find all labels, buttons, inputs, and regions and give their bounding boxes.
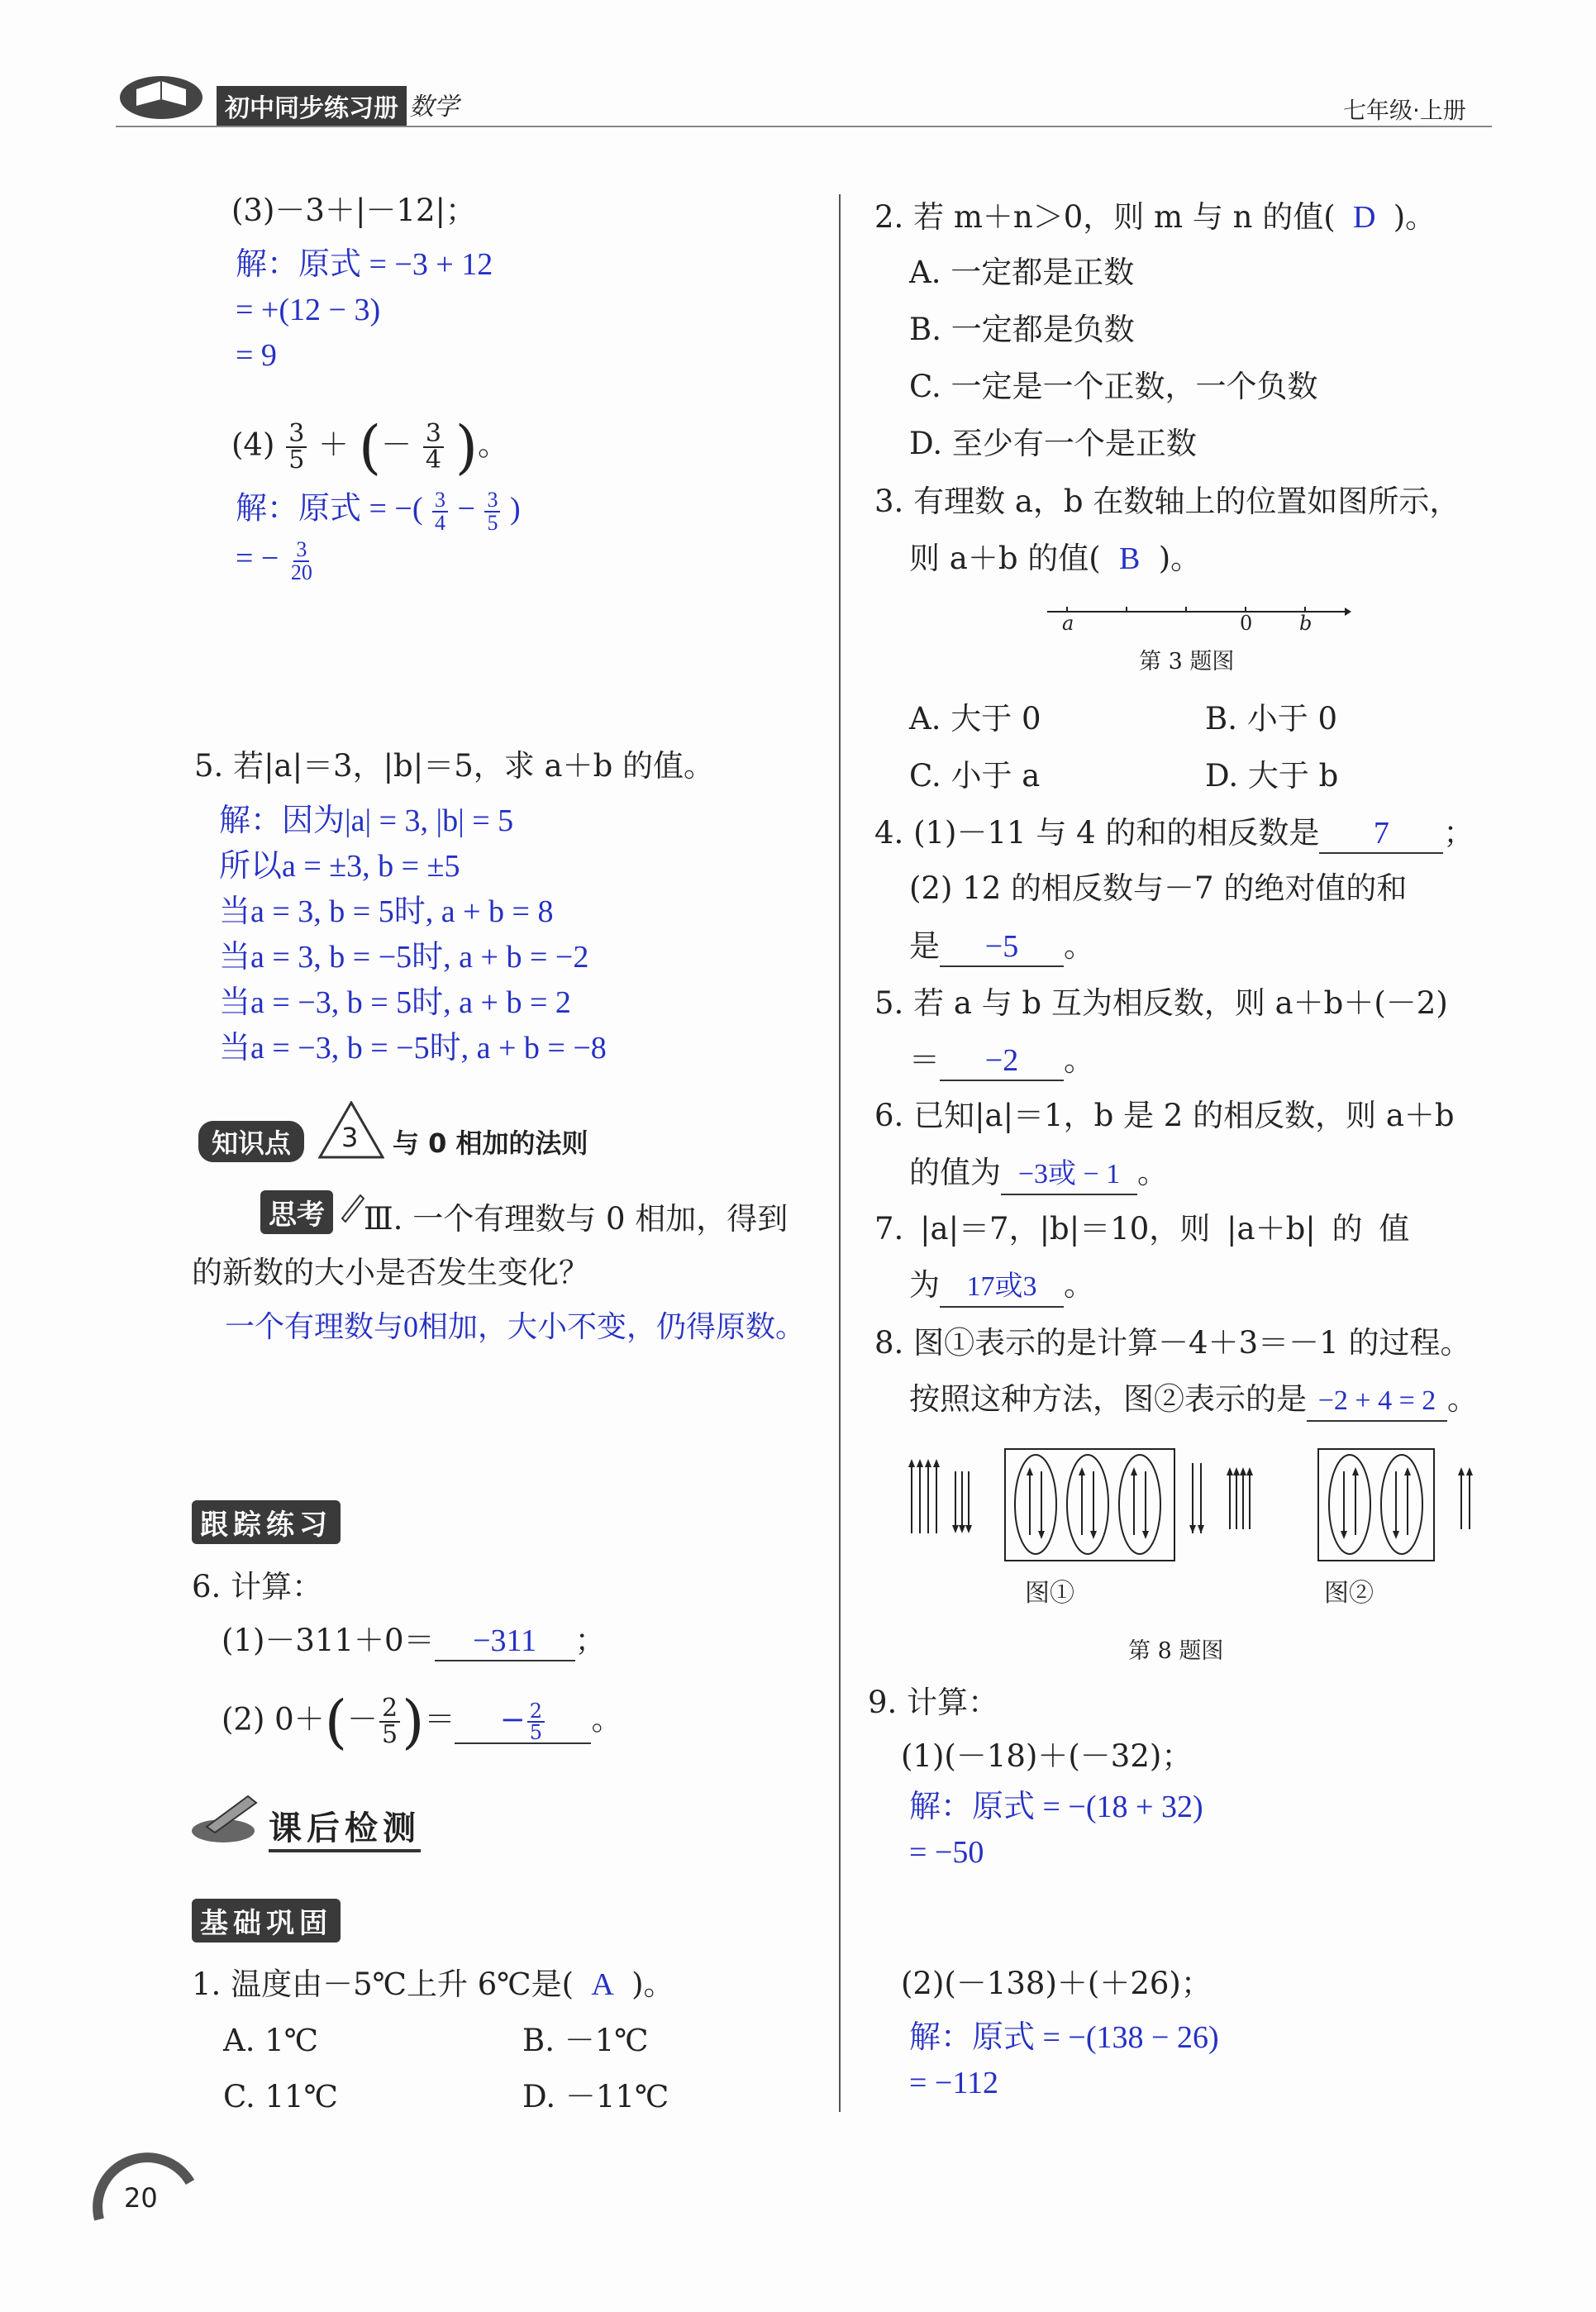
r-q9-part2-problem: (2)(－138)＋(＋26)； xyxy=(901,1966,1212,2001)
after-class-header: 课后检测 xyxy=(269,1802,421,1852)
q4-3-solution-line2: = +(12 − 3) xyxy=(236,293,381,327)
r-q4-part1: 4. (1)－11 与 4 的和的相反数是 7 ； xyxy=(874,814,1474,854)
q6-part1: (1)－311＋0＝ −311 ； xyxy=(222,1622,606,1661)
q6-title: 6. 计算： xyxy=(192,1569,323,1604)
r-q2-option-c: C. 一定是一个正数，一个负数 xyxy=(909,369,1318,404)
r-q4-part2-line2: 是 −5 。 xyxy=(909,927,1094,967)
header-grade: 七年级·上册 xyxy=(1343,97,1466,124)
q5-solution-line4: 当a = 3, b = −5时, a + b = −2 xyxy=(219,940,589,975)
knowledge-point-title: 与 0 相加的法则 xyxy=(393,1127,588,1159)
column-divider xyxy=(839,194,841,2112)
page-number: 20 xyxy=(124,2182,158,2214)
r-q2-option-a: A. 一定都是正数 xyxy=(909,255,1135,290)
r-q3-stem-line2: 则 a＋b 的值( B )。 xyxy=(909,541,1202,576)
r-q3-axis-label-zero: 0 xyxy=(1240,612,1253,635)
think-question-line2: 的新数的大小是否发生变化？ xyxy=(192,1255,589,1290)
basic-section-header: 基础巩固 xyxy=(192,1899,341,1943)
r-q9-part1-line2: = −50 xyxy=(909,1835,984,1870)
think-question-line1: Ⅲ. 一个有理数与 0 相加，得到 xyxy=(364,1201,788,1237)
r-q8-line2: 按照这种方法，图②表示的是 −2 + 4 = 2 。 xyxy=(909,1381,1478,1422)
r-q4-part2-line1: (2) 12 的相反数与－7 的绝对值的和 xyxy=(909,870,1408,906)
r-q8-caption: 第 8 题图 xyxy=(1128,1638,1224,1664)
r-q5-line1: 5. 若 a 与 b 互为相反数，则 a＋b＋(－2) xyxy=(874,985,1448,1021)
q5-solution-line5: 当a = −3, b = 5时, a + b = 2 xyxy=(219,985,571,1020)
header-divider xyxy=(116,126,1492,127)
r-q9-part2-line2: = −112 xyxy=(909,2066,998,2100)
q1-option-c: C. 11℃ xyxy=(223,2079,338,2114)
r-q9-part2-line1: 解：原式 = −(138 − 26) xyxy=(909,2020,1219,2055)
think-tag: 思考 xyxy=(260,1190,333,1234)
q5-solution-line2: 所以a = ±3, b = ±5 xyxy=(219,849,460,884)
r-q7-line2: 为 17或3 。 xyxy=(909,1267,1094,1308)
q4-4-solution: 解：原式 = −( $\frac{3}{4}$ − $\frac{3}{5}$ ) xyxy=(236,488,521,535)
header-logo xyxy=(116,64,207,122)
r-q3-option-a: A. 大于 0 xyxy=(909,701,1041,737)
r-q2-option-b: B. 一定都是负数 xyxy=(909,312,1135,347)
knowledge-point-number: 3 xyxy=(341,1122,359,1153)
q1-option-b: B. －1℃ xyxy=(522,2023,649,2058)
r-q3-axis-label-a: a xyxy=(1062,612,1074,635)
think-answer: 一个有理数与0相加，大小不变，仍得原数。 xyxy=(225,1310,806,1343)
after-class-pencil-icon xyxy=(190,1790,264,1847)
r-q3-stem-line1: 3. 有理数 a，b 在数轴上的位置如图所示， xyxy=(874,484,1460,519)
r-q3-option-b: B. 小于 0 xyxy=(1205,701,1338,737)
q5-solution-line3: 当a = 3, b = 5时, a + b = 8 xyxy=(219,894,554,929)
header-book-title: 初中同步练习册 xyxy=(217,86,407,126)
r-q3-option-c: C. 小于 a xyxy=(909,758,1041,794)
r-q5-line2: ＝ −2 。 xyxy=(909,1042,1094,1081)
r-q8-line1: 8. 图①表示的是计算－4＋3＝－1 的过程。 xyxy=(874,1325,1471,1361)
r-q8-figure-1 xyxy=(908,1442,1180,1566)
r-q6-line1: 6. 已知|a|＝1，b 是 2 的相反数，则 a＋b xyxy=(874,1098,1455,1133)
q5-solution-line6: 当a = −3, b = −5时, a + b = −8 xyxy=(219,1031,607,1065)
q5-solution-line1: 解：因为|a| = 3, |b| = 5 xyxy=(219,803,514,838)
header-subject: 数学 xyxy=(409,93,459,122)
q1-option-d: D. －11℃ xyxy=(522,2079,669,2114)
think-pencil-icon xyxy=(337,1190,365,1223)
r-q2-stem: 2. 若 m＋n＞0，则 m 与 n 的值( D )。 xyxy=(874,199,1436,235)
r-q8-figure-2 xyxy=(1189,1442,1486,1566)
q5-problem: 5. 若|a|＝3，|b|＝5，求 a＋b 的值。 xyxy=(194,748,715,784)
q6-part2: (2) 0＋(－ $\frac{2}{5}$ )＝ − $\frac{2}{5}$ 。 xyxy=(222,1688,622,1756)
q4-3-solution-line3: = 9 xyxy=(236,338,277,373)
r-q3-axis-label-b: b xyxy=(1299,612,1313,635)
q1-option-a: A. 1℃ xyxy=(223,2023,319,2058)
r-q9-part1-problem: (1)(－18)＋(－32)； xyxy=(901,1738,1193,1774)
r-q7-line1: 7. |a|＝7，|b|＝10，则 |a＋b| 的 值 xyxy=(874,1211,1410,1247)
knowledge-point-tag: 知识点 xyxy=(198,1121,304,1162)
r-q6-line2: 的值为 −3或 − 1 。 xyxy=(909,1155,1168,1195)
r-q9-part1-line1: 解：原式 = −(18 + 32) xyxy=(909,1790,1203,1824)
r-q3-option-d: D. 大于 b xyxy=(1205,758,1339,794)
q4-3-solution-line1: 解：原式 = −3 + 12 xyxy=(236,247,493,282)
r-q8-figure-2-label: 图② xyxy=(1324,1579,1374,1608)
practice-section-header: 跟踪练习 xyxy=(192,1500,341,1544)
q4-4-result: = − $\frac{3}{20}$ xyxy=(236,537,312,584)
q4-3-problem: (3)－3＋|－12|； xyxy=(231,193,476,228)
r-q9-title: 9. 计算： xyxy=(868,1685,999,1720)
r-q3-caption: 第 3 题图 xyxy=(1139,649,1235,675)
q1-stem: 1. 温度由－5℃上升 6℃是( A )。 xyxy=(192,1966,674,2002)
r-q8-figure-1-label: 图① xyxy=(1025,1579,1074,1608)
r-q2-option-d: D. 至少有一个是正数 xyxy=(909,426,1197,461)
q4-4-problem: (4) $\frac{3}{5}$ ＋ (－ $\frac{3}{4}$ )。 xyxy=(231,413,509,481)
